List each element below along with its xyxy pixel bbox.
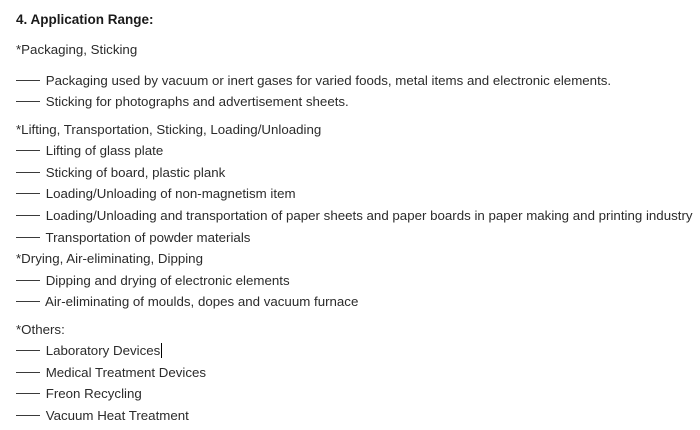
dash-bullet xyxy=(16,80,40,81)
list-item xyxy=(16,230,250,246)
dash-bullet xyxy=(16,280,40,281)
list-item xyxy=(16,208,693,224)
dash-bullet xyxy=(16,172,40,173)
list-item-text: Sticking for photographs and advertisement sheets. xyxy=(45,94,349,109)
list-item xyxy=(16,386,142,402)
dash-bullet xyxy=(16,350,40,351)
section-title-packaging: *Packaging, Sticking xyxy=(16,42,138,57)
list-item-text: Transportation of powder materials xyxy=(45,230,251,245)
list-item xyxy=(16,94,349,110)
dash-bullet xyxy=(16,301,40,302)
list-item-text: Loading/Unloading and transportation of paper sheets and paper boards in paper making and printing industry xyxy=(45,208,693,223)
list-item-text: Laboratory Devices xyxy=(45,343,161,358)
text-cursor xyxy=(161,343,162,358)
list-item xyxy=(16,143,163,159)
list-item-text: Lifting of glass plate xyxy=(45,143,164,158)
list-item-text: Vacuum Heat Treatment xyxy=(45,408,189,423)
section-heading: 4. Application Range: xyxy=(16,12,154,27)
list-item-text: Dipping and drying of electronic elements xyxy=(45,273,290,288)
dash-bullet xyxy=(16,150,40,151)
list-item xyxy=(16,73,611,89)
list-item-text: Packaging used by vacuum or inert gases for varied foods, metal items and electronic elements. xyxy=(45,73,612,88)
section-title-lifting: *Lifting, Transportation, Sticking, Loading/Unloading xyxy=(16,122,322,137)
list-item xyxy=(16,273,290,289)
list-item-text: Freon Recycling xyxy=(45,386,142,401)
list-item-text: Sticking of board, plastic plank xyxy=(45,165,226,180)
list-item xyxy=(16,408,189,424)
section-title-drying: *Drying, Air-eliminating, Dipping xyxy=(16,251,203,266)
dash-bullet xyxy=(16,237,40,238)
list-item-text: Medical Treatment Devices xyxy=(45,365,207,380)
dash-bullet xyxy=(16,101,40,102)
list-item-text: Air-eliminating of moulds, dopes and vacuum furnace xyxy=(44,294,359,309)
dash-bullet xyxy=(16,193,40,194)
list-item xyxy=(16,165,225,181)
document-body[interactable] xyxy=(16,0,700,430)
list-item xyxy=(16,365,206,381)
list-item-text: Loading/Unloading of non-magnetism item xyxy=(45,186,296,201)
list-item xyxy=(16,186,296,202)
list-item xyxy=(16,294,358,310)
dash-bullet xyxy=(16,215,40,216)
section-title-others: *Others: xyxy=(16,322,65,337)
dash-bullet xyxy=(16,415,40,416)
dash-bullet xyxy=(16,372,40,373)
dash-bullet xyxy=(16,393,40,394)
list-item xyxy=(16,343,162,359)
